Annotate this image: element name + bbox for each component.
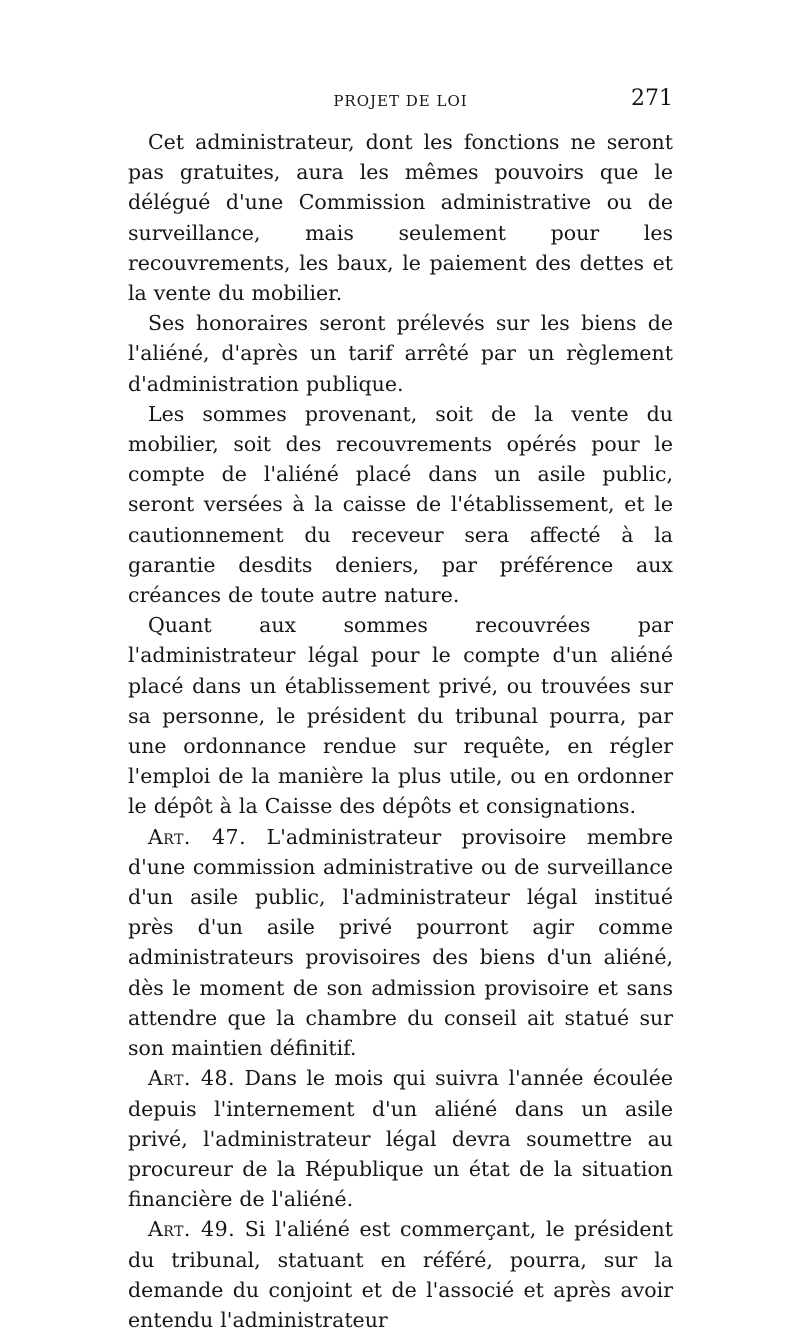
article-47 (128, 822, 673, 1064)
paragraph-text: Cet administrateur, dont les fonctions ne seront pas gratuites, aura les mêmes pouvoirs que le délégué d'une Commission administrative ou de surveillance, mais seulement pour les recouvrements, les baux, le paiement des dettes et la vente du mobilier. (128, 130, 673, 306)
article-text: Dans le mois qui suivra l'année écoulée depuis l'internement d'un aliéné dans un asile privé, l'administrateur légal devra soumettre au procureur de la République un état de la situation financière de l'aliéné. (128, 1066, 673, 1212)
paragraph-text: Ses honoraires seront prélevés sur les biens de l'aliéné, d'après un tarif arrêté par un règlement d'administration publique. (128, 311, 673, 396)
page-header (128, 86, 673, 116)
article-49 (128, 1214, 673, 1335)
article-label: Art. 49. (148, 1217, 236, 1242)
page-number: 271 (631, 86, 673, 111)
paragraph-sommes-provenant (128, 399, 673, 610)
article-label: Art. 47. (148, 824, 247, 849)
paragraph-text: Les sommes provenant, soit de la vente du mobilier, soit des recouvrements opérés pour le compte de l'aliéné placé dans un asile public, seront versées à la caisse de l'établissement, et le cautionnement du receveur sera affecté à la garantie desdits deniers, par préférence aux créances de toute autre nature. (128, 401, 673, 608)
article-48 (128, 1063, 673, 1214)
paragraph-administrateur-pouvoirs (128, 127, 673, 308)
running-title: PROJET DE LOI (333, 92, 468, 110)
article-text: L'administrateur provisoire membre d'une commission administrative ou de surveillance d'un asile public, l'administrateur légal institué près d'un asile privé pourront agir comme administrateurs provisoires des biens d'un aliéné, dès le moment de son admission provisoire et sans attendre que la chambre du conseil ait statué sur son maintien définitif. (128, 824, 673, 1061)
page-body (128, 127, 673, 1335)
paragraph-sommes-recouvrees (128, 610, 673, 821)
article-label: Art. 48. (148, 1066, 236, 1091)
paragraph-honoraires (128, 308, 673, 399)
paragraph-text: Quant aux sommes recouvrées par l'administrateur légal pour le compte d'un aliéné placé dans un établissement privé, ou trouvées sur sa personne, le président du tribunal pourra, par une ordonnance rendue sur requête, en régler l'emploi de la manière la plus utile, ou en ordonner le dépôt à la Caisse des dépôts et consignations. (128, 613, 673, 819)
article-text: Si l'aliéné est commerçant, le président du tribunal, statuant en référé, pourra, sur la demande du conjoint et de l'associé et après avoir entendu l'administrateur (128, 1217, 673, 1332)
